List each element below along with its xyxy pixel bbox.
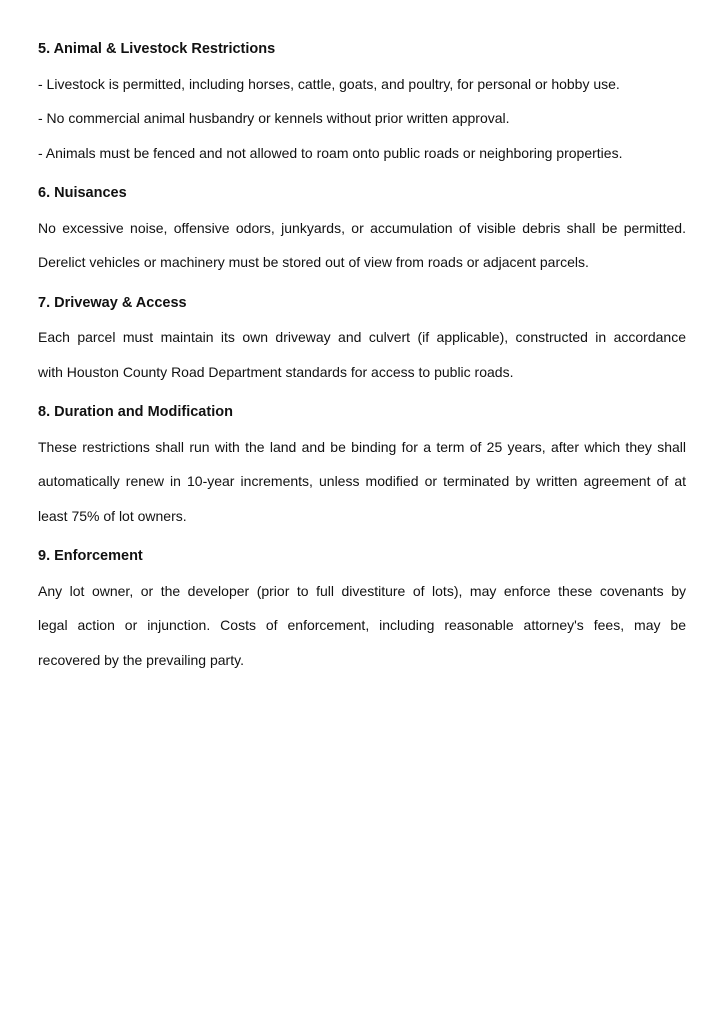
section-heading: 6. Nuisances <box>38 185 127 201</box>
paragraph-line: These restrictions shall run with the land and be binding for a term of 25 years, after which they shall <box>38 438 686 455</box>
bullet-line: - No commercial animal husbandry or kennels without prior written approval. <box>38 110 510 126</box>
section-heading: 7. Driveway & Access <box>38 294 187 311</box>
paragraph-line: No excessive noise, offensive odors, junkyards, or accumulation of visible debris shall be permitted. <box>38 219 686 236</box>
paragraph-line: Derelict vehicles or machinery must be stored out of view from roads or adjacent parcels. <box>38 254 589 270</box>
section-animal-livestock-restrictions <box>38 32 686 170</box>
bullet-line: - Animals must be fenced and not allowed to roam onto public roads or neighboring properties. <box>38 144 623 161</box>
paragraph-line: least 75% of lot owners. <box>38 507 187 524</box>
section-heading: 9. Enforcement <box>38 548 143 564</box>
section-nuisances <box>38 176 686 280</box>
paragraph-line: with Houston County Road Department standards for access to public roads. <box>38 363 514 380</box>
section-duration-modification <box>38 395 686 533</box>
paragraph-line: Each parcel must maintain its own driveway and culvert (if applicable), constructed in accordance <box>38 329 686 345</box>
paragraph-line: automatically renew in 10-year increments, unless modified or terminated by written agreement of at <box>38 473 686 489</box>
section-driveway-access <box>38 286 686 390</box>
paragraph-line: legal action or injunction. Costs of enforcement, including reasonable attorney's fees, may be <box>38 617 686 633</box>
section-enforcement <box>38 539 686 677</box>
paragraph-line: Any lot owner, or the developer (prior to full divestiture of lots), may enforce these covenants by <box>38 582 686 599</box>
bullet-line: - Livestock is permitted, including horses, cattle, goats, and poultry, for personal or hobby use. <box>38 75 620 92</box>
section-heading: 5. Animal & Livestock Restrictions <box>38 41 276 57</box>
paragraph-line: recovered by the prevailing party. <box>38 651 244 668</box>
section-heading: 8. Duration and Modification <box>38 404 233 420</box>
